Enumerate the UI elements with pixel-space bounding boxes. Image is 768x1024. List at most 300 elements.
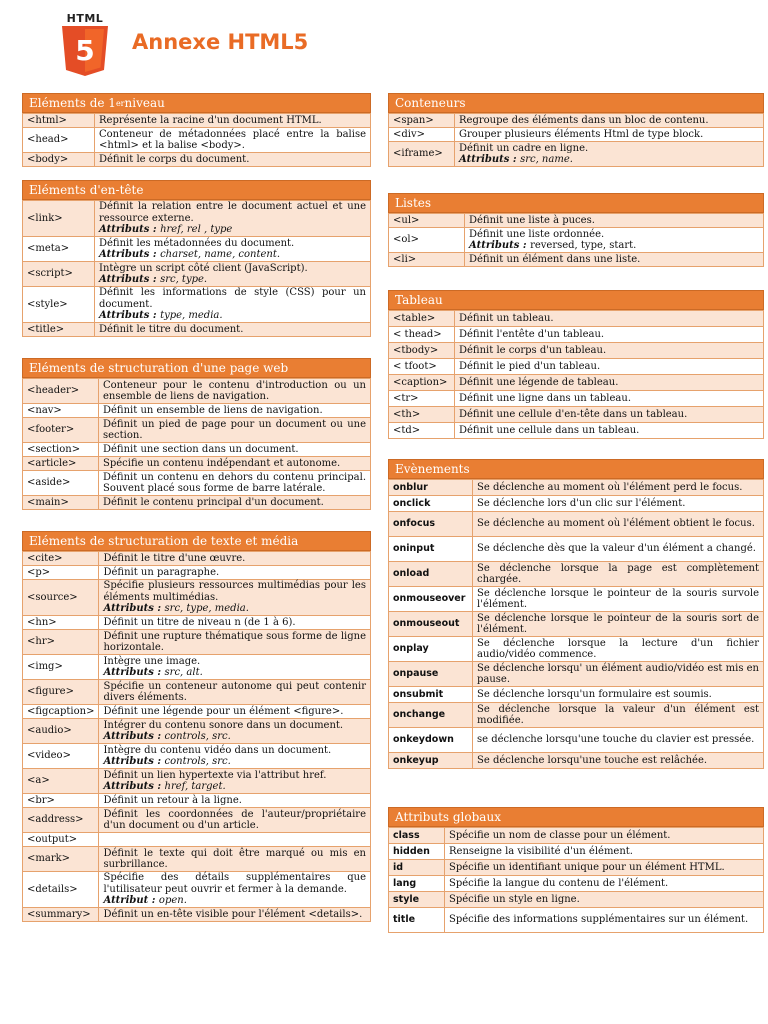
description-text: Définit un paragraphe. [103,566,220,578]
attributes-values: charset, name, content. [160,249,281,260]
table-row [23,566,371,580]
description-cell [99,566,371,580]
attributes-line [469,240,759,252]
term-cell: oninput [389,537,473,562]
description-cell [99,680,371,705]
table-row [23,808,371,833]
table-row [389,703,764,728]
description-cell [95,323,371,337]
description-text: Se déclenche lorsqu'un formulaire est soumis. [477,688,712,700]
description-text: Conteneur de métadonnées placé entre la balise <html> et la balise <body>. [99,128,366,151]
description-cell [455,327,764,343]
description-text: Représente la racine d'un document HTML. [99,114,322,126]
description-cell [99,616,371,630]
description-text: Se déclenche au moment où l'élément obtient le focus. [477,518,755,530]
section-title: Eléments de structuration de texte et média [22,531,371,551]
table-row [389,480,764,496]
table-row [23,287,371,323]
table-row [23,719,371,744]
attributes-label: Attributs : [103,731,165,742]
table-row [23,833,371,847]
term-cell: <html> [23,114,95,128]
term-cell: <summary> [23,908,99,922]
description-cell [99,719,371,744]
description-text: Spécifie un style en ligne. [449,893,580,905]
table-row [23,128,371,153]
description-text: Définit un lien hypertexte via l'attribut href. [103,769,327,781]
definition-table [22,551,371,922]
description-text: Spécifie des informations supplémentaires sur un élément. [449,914,749,926]
attributes-label: Attribut : [103,895,159,907]
description-text: Regroupe des éléments dans un bloc de contenu. [459,114,709,126]
description-cell [455,407,764,423]
section-title: Eléments d'en-tête [22,180,371,200]
attributes-label: Attributs : [99,224,161,236]
description-text: Se déclenche au moment où l'élément perd le focus. [477,481,743,493]
definition-table [388,479,764,769]
description-cell [455,391,764,407]
html5-logo [60,12,110,76]
description-text: Spécifie un conteneur autonome qui peut contenir divers éléments. [103,680,366,703]
table-row [389,327,764,343]
description-cell [99,744,371,769]
description-cell [445,892,764,908]
attributes-line [103,781,366,793]
description-text: Définit une cellule d'en-tête dans un tableau. [459,408,688,420]
term-cell: <address> [23,808,99,833]
description-cell [99,808,371,833]
term-cell: <th> [389,407,455,423]
description-cell [445,860,764,876]
description-text: Définit une liste ordonnée. [469,228,605,240]
description-text: Définit le corps d'un tableau. [459,344,607,356]
table-row [389,114,764,128]
table-row [23,705,371,719]
description-cell [473,512,764,537]
description-text: Définit le corps du document. [99,153,250,165]
attributes-label: Attributs : [459,154,521,165]
description-text: Spécifie un identifiant unique pour un élément HTML. [449,861,725,873]
table-row [23,457,371,471]
section-tableau [388,290,764,439]
table-row [389,128,764,142]
section-structuration-texte [22,531,371,922]
term-cell: title [389,908,445,933]
description-text: Définit une section dans un document. [103,443,299,455]
description-cell [473,753,764,769]
table-row [23,680,371,705]
description-cell [473,587,764,612]
description-text: Intègre un script côté client (JavaScript). [99,262,308,274]
table-row [23,418,371,443]
term-cell: <img> [23,655,99,680]
table-row [389,407,764,423]
description-text: Spécifie un contenu indépendant et autonome. [103,457,341,469]
attributes-label: Attributs : [103,781,165,792]
description-text: Spécifie plusieurs ressources multimédias pour les éléments multimédias. [103,580,366,603]
attributes-label: Attributs : [103,667,165,678]
table-row [389,391,764,407]
description-cell [445,876,764,892]
description-text: Définit les métadonnées du document. [99,237,295,249]
description-text: Définit le contenu principal d'un document. [103,496,324,508]
table-row [389,612,764,637]
term-cell: onsubmit [389,687,473,703]
description-text: Se déclenche lorsque le pointeur de la souris survole l'élément. [477,587,759,610]
table-row [389,637,764,662]
table-row [389,496,764,512]
term-cell: style [389,892,445,908]
section-conteneurs [388,93,764,167]
description-cell [465,253,764,267]
description-text: Définit un titre de niveau n (de 1 à 6). [103,616,296,628]
page-title: Annexe HTML5 [132,30,309,54]
table-row [389,662,764,687]
description-text: Se déclenche lorsque le pointeur de la souris sort de l'élément. [477,612,759,635]
term-cell: <iframe> [389,142,455,167]
description-text: Renseigne la visibilité d'un élément. [449,845,633,857]
attributes-values: src, name. [520,154,573,165]
definition-table [22,378,371,510]
table-row [23,630,371,655]
attributes-values: href, target. [164,781,226,792]
term-cell: <main> [23,496,99,510]
description-cell [99,630,371,655]
description-cell [99,552,371,566]
description-cell [99,471,371,496]
description-cell [99,908,371,922]
table-row [23,323,371,337]
term-cell: <nav> [23,404,99,418]
description-cell [455,142,764,167]
description-cell [455,359,764,375]
term-cell: <hr> [23,630,99,655]
description-cell [473,687,764,703]
description-cell [445,908,764,933]
term-cell: <td> [389,423,455,439]
term-cell: <details> [23,872,99,908]
table-row [23,201,371,237]
description-text: Définit une rupture thématique sous forme de ligne horizontale. [103,630,366,653]
description-cell [99,379,371,404]
description-cell [465,228,764,253]
term-cell: hidden [389,844,445,860]
term-cell: <section> [23,443,99,457]
table-row [23,744,371,769]
table-row [389,828,764,844]
table-row [389,512,764,537]
attributes-line [459,154,759,166]
description-cell [95,237,371,262]
section-title: Listes [388,193,764,213]
section-elements-entete [22,180,371,337]
definition-table [22,113,371,167]
table-row [23,404,371,418]
term-cell: <tbody> [389,343,455,359]
table-row [23,580,371,616]
term-cell: <table> [389,311,455,327]
description-cell [473,612,764,637]
section-evenements [388,459,764,769]
description-text: Se déclenche lorsque la page est complètement chargée. [477,562,759,585]
section-title: Evènements [388,459,764,479]
term-cell: onfocus [389,512,473,537]
description-cell [455,375,764,391]
description-cell [473,480,764,496]
description-cell [473,662,764,687]
attributes-line [99,224,366,236]
description-cell [455,114,764,128]
term-cell: onblur [389,480,473,496]
description-cell [473,562,764,587]
table-row [23,616,371,630]
description-cell [99,769,371,794]
description-text: Se déclenche dès que la valeur d'un élément a changé. [477,543,756,555]
description-text: Définit un cadre en ligne. [459,142,589,154]
definition-table [388,310,764,439]
description-cell [99,872,371,908]
table-row [23,847,371,872]
table-row [389,228,764,253]
term-cell: <mark> [23,847,99,872]
attributes-values: href, rel , type [160,224,233,236]
table-row [389,587,764,612]
description-cell [473,537,764,562]
description-text: Définit un tableau. [459,312,554,324]
term-cell: <link> [23,201,95,237]
description-text: Se déclenche lorsqu'une touche est relâchée. [477,754,708,766]
table-row [389,537,764,562]
description-cell [99,404,371,418]
term-cell: <tr> [389,391,455,407]
term-cell: <br> [23,794,99,808]
term-cell: <figure> [23,680,99,705]
description-cell [445,828,764,844]
description-cell [99,418,371,443]
term-cell: onchange [389,703,473,728]
table-row [23,496,371,510]
table-row [389,892,764,908]
term-cell: <style> [23,287,95,323]
term-cell: <ul> [389,214,465,228]
description-text: Définit une légende pour un élément <figure>. [103,705,344,717]
logo-word: HTML [66,12,104,25]
term-cell: < thead> [389,327,455,343]
table-row [23,655,371,680]
attributes-line [103,731,366,743]
description-text: Se déclenche lorsque la lecture d'un fichier audio/vidéo commence. [477,637,759,660]
html5-shield-icon [62,26,108,76]
description-text: Définit une cellule dans un tableau. [459,424,640,436]
table-row [389,214,764,228]
description-cell [99,443,371,457]
term-cell: onclick [389,496,473,512]
term-cell: <header> [23,379,99,404]
attributes-values: controls, src. [164,756,231,767]
term-cell: <video> [23,744,99,769]
attributes-label: Attributs : [99,249,161,260]
table-row [389,687,764,703]
term-cell: <title> [23,323,95,337]
description-cell [95,201,371,237]
table-row [23,794,371,808]
description-text: Définit un pied de page pour un document ou une section. [103,418,366,441]
term-cell: <hn> [23,616,99,630]
section-title: Tableau [388,290,764,310]
description-cell [95,153,371,167]
attributes-values: type, media. [160,310,223,322]
term-cell: <footer> [23,418,99,443]
attributes-line [103,895,366,907]
description-text: Spécifie la langue du contenu de l'élément. [449,877,669,889]
description-cell [455,343,764,359]
description-text: Définit le texte qui doit être marqué ou mis en surbrillance. [103,847,366,870]
description-text: Définit un élément dans une liste. [469,253,641,265]
description-text: Définit l'entête d'un tableau. [459,328,605,340]
description-cell [95,262,371,287]
table-row [23,262,371,287]
description-cell [455,311,764,327]
description-text: Se déclenche lors d'un clic sur l'élément. [477,497,686,509]
table-row [23,471,371,496]
description-cell [473,637,764,662]
term-cell: onkeyup [389,753,473,769]
term-cell: <figcaption> [23,705,99,719]
term-cell: <p> [23,566,99,580]
table-row [389,343,764,359]
description-text: Conteneur pour le contenu d'introduction ou un ensemble de liens de navigation. [103,379,366,402]
attributes-label: Attributs : [99,274,161,285]
definition-table [388,213,764,267]
table-row [23,237,371,262]
description-text: Définit un contenu en dehors du contenu principal. Souvent placé sous forme de barre latérale. [103,471,366,494]
description-cell [99,833,371,847]
section-structuration-page [22,358,371,510]
section-title: Eléments de 1 er niveau [22,93,371,113]
attributes-line [103,756,366,768]
term-cell: <meta> [23,237,95,262]
section-attributs-globaux [388,807,764,933]
attributes-values: src, type, media. [164,603,249,615]
table-row [23,872,371,908]
term-cell: <audio> [23,719,99,744]
term-cell: <cite> [23,552,99,566]
table-row [389,844,764,860]
table-row [23,769,371,794]
description-text: Définit le titre d'une œuvre. [103,552,246,564]
term-cell: lang [389,876,445,892]
description-cell [99,457,371,471]
description-cell [465,214,764,228]
description-text: Définit les informations de style (CSS) pour un document. [99,287,366,310]
section-listes [388,193,764,267]
description-text: Définit une ligne dans un tableau. [459,392,632,404]
description-text: Définit un retour à la ligne. [103,794,242,806]
description-cell [99,580,371,616]
description-cell [455,128,764,142]
description-cell [473,496,764,512]
attributes-line [103,603,366,615]
table-row [389,253,764,267]
table-row [23,552,371,566]
term-cell: <article> [23,457,99,471]
term-cell: onkeydown [389,728,473,753]
description-text: Grouper plusieurs éléments Html de type block. [459,128,704,140]
attributes-line [99,249,366,261]
table-row [389,562,764,587]
term-cell: onplay [389,637,473,662]
description-cell [455,423,764,439]
description-cell [99,496,371,510]
description-text: Spécifie un nom de classe pour un élément. [449,829,671,841]
section-title: Eléments de structuration d'une page web [22,358,371,378]
description-cell [99,847,371,872]
table-row [389,876,764,892]
description-text: Se déclenche lorsque la valeur d'un élément est modifiée. [477,703,759,726]
attributes-values: reversed, type, start. [530,240,637,251]
term-cell: <div> [389,128,455,142]
description-text: se déclenche lorsqu'une touche du clavier est pressée. [477,734,755,746]
description-text: Intègre du contenu vidéo dans un document. [103,744,332,756]
term-cell: <ol> [389,228,465,253]
definition-table [388,827,764,933]
term-cell: <head> [23,128,95,153]
description-text: Définit le pied d'un tableau. [459,360,601,372]
term-cell: <aside> [23,471,99,496]
definition-table [388,113,764,167]
definition-table [22,200,371,337]
description-cell [95,287,371,323]
description-cell [473,728,764,753]
table-row [389,908,764,933]
attributes-line [99,310,366,322]
term-cell: <caption> [389,375,455,391]
description-text: Définit les coordonnées de l'auteur/propriétaire d'un document ou d'un article. [103,808,366,831]
description-cell [95,114,371,128]
term-cell: <a> [23,769,99,794]
attributes-label: Attributs : [99,310,161,322]
description-text: Définit une légende de tableau. [459,376,619,388]
table-row [23,379,371,404]
table-row [389,753,764,769]
section-title: Conteneurs [388,93,764,113]
term-cell: onload [389,562,473,587]
table-row [23,153,371,167]
term-cell: <output> [23,833,99,847]
description-text: Intègre une image. [103,655,201,667]
attributes-label: Attributs : [469,240,531,251]
description-text: Définit un ensemble de liens de navigation. [103,404,323,416]
description-text: Définit la relation entre le document actuel et une ressource externe. [99,201,366,224]
table-row [389,423,764,439]
attributes-values: open. [158,895,187,907]
attributes-values: controls, src. [164,731,231,742]
description-text: Définit un en-tête visible pour l'élément <details>. [103,908,363,920]
attributes-values: src, type. [160,274,208,285]
term-cell: <script> [23,262,95,287]
attributes-label: Attributs : [103,603,165,615]
description-cell [99,655,371,680]
section-title: Attributs globaux [388,807,764,827]
term-cell: <li> [389,253,465,267]
term-cell: id [389,860,445,876]
description-cell [99,705,371,719]
table-row [389,860,764,876]
table-row [23,114,371,128]
term-cell: <source> [23,580,99,616]
table-row [389,375,764,391]
term-cell: onmouseout [389,612,473,637]
